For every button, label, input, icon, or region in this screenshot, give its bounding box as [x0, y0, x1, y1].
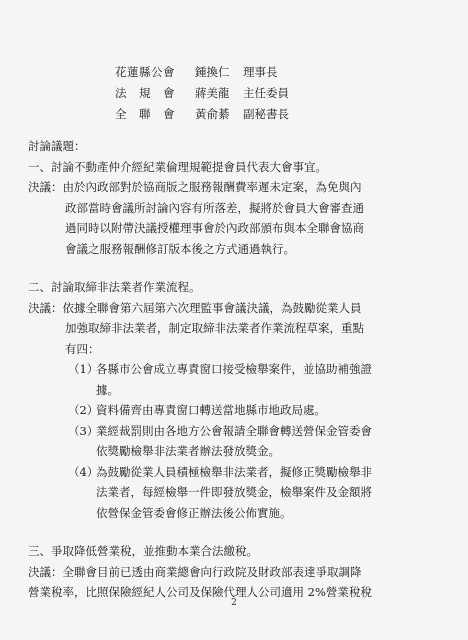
list-item-number: （4） — [68, 464, 99, 479]
list-item-text: 為鼓勵從業人員積極檢舉非法業者，擬修正獎勵檢舉非 — [96, 464, 372, 479]
list-item-number: （2） — [68, 403, 99, 417]
decision-line: 決議：由於內政部對於協商版之服務報酬費率遲未定案，為免與內 — [28, 180, 362, 194]
decision-line: 決議：全聯會目前已透由商業總會向行政院及財政部表達爭取調降 — [28, 564, 362, 579]
decision-line: 過同時以附帶決議授權理事會於內政部頒布與本全聯會協商 — [65, 221, 364, 235]
attendee-row — [115, 62, 313, 83]
attendee-org: 法 規 會 — [115, 86, 175, 100]
decision-line: 政部當時會議所討論內容有所落差，擬將於會員大會審查通 — [65, 200, 364, 215]
decision-line: 決議：依據全聯會第六屆第六次理監事會議決議，為鼓勵從業人員 — [28, 300, 362, 315]
list-item-text: 據。 — [96, 382, 119, 397]
attendee-org: 花蓮縣公會 — [115, 65, 175, 79]
discussion-heading: 討論議題： — [28, 139, 86, 153]
attendee-name: 黃俞綦 — [195, 107, 230, 121]
attendee-title: 理事長 — [243, 65, 278, 79]
list-item — [28, 359, 440, 380]
decision-line: 有四： — [65, 341, 100, 356]
list-item-text: 依營保金管委會修正辦法後公佈實施。 — [96, 505, 292, 520]
section-title: 二、討論取締非法業者作業流程。 — [28, 280, 201, 294]
page-number: 2 — [231, 598, 237, 608]
attendee-row — [115, 83, 313, 104]
attendee-org: 全 聯 會 — [115, 107, 175, 121]
list-item-number: （3） — [68, 423, 99, 438]
attendee-row — [115, 104, 313, 125]
list-item-text: 各縣市公會成立專責窗口接受檢舉案件，並協助補強證 — [96, 362, 372, 376]
list-item-text: 法業者，每經檢舉一件即發放獎金，檢舉案件及金額將 — [96, 485, 372, 499]
attendee-list — [115, 62, 313, 125]
decision-line: 營業稅率，比照保險經紀人公司及保險代理人公司適用 2%營業稅稅 — [28, 585, 372, 599]
list-item-text: 資料備齊由專責窗口轉送當地縣市地政局處。 — [96, 403, 326, 417]
decision-line: 會議之服務報酬修訂版本後之方式通過執行。 — [65, 241, 295, 256]
section-title: 三、爭取降低營業稅，並推動本業合法繳稅。 — [28, 544, 258, 558]
attendee-name: 蔣美龍 — [195, 86, 230, 100]
list-item — [28, 421, 440, 442]
attendee-title: 副秘書長 — [243, 107, 289, 121]
list-item-number: （1） — [68, 362, 99, 376]
section-title: 一、討論不動產仲介經紀業倫理規範提會員代表大會事宜。 — [28, 159, 327, 174]
section-spacer — [28, 259, 440, 277]
attendee-name: 鍾換仁 — [195, 65, 230, 79]
list-item-text: 業經裁罰則由各地方公會報請全聯會轉送營保金管委會 — [96, 423, 372, 438]
list-item-text: 依獎勵檢舉非法業者辦法發放獎金。 — [96, 444, 280, 458]
list-item — [28, 400, 440, 421]
attendee-title: 主任委員 — [243, 86, 289, 100]
decision-line: 加強取締非法業者，制定取締非法業者作業流程草案，重點 — [65, 321, 364, 335]
list-item — [28, 462, 440, 483]
section-spacer — [28, 523, 440, 541]
discussion-body — [28, 136, 440, 603]
